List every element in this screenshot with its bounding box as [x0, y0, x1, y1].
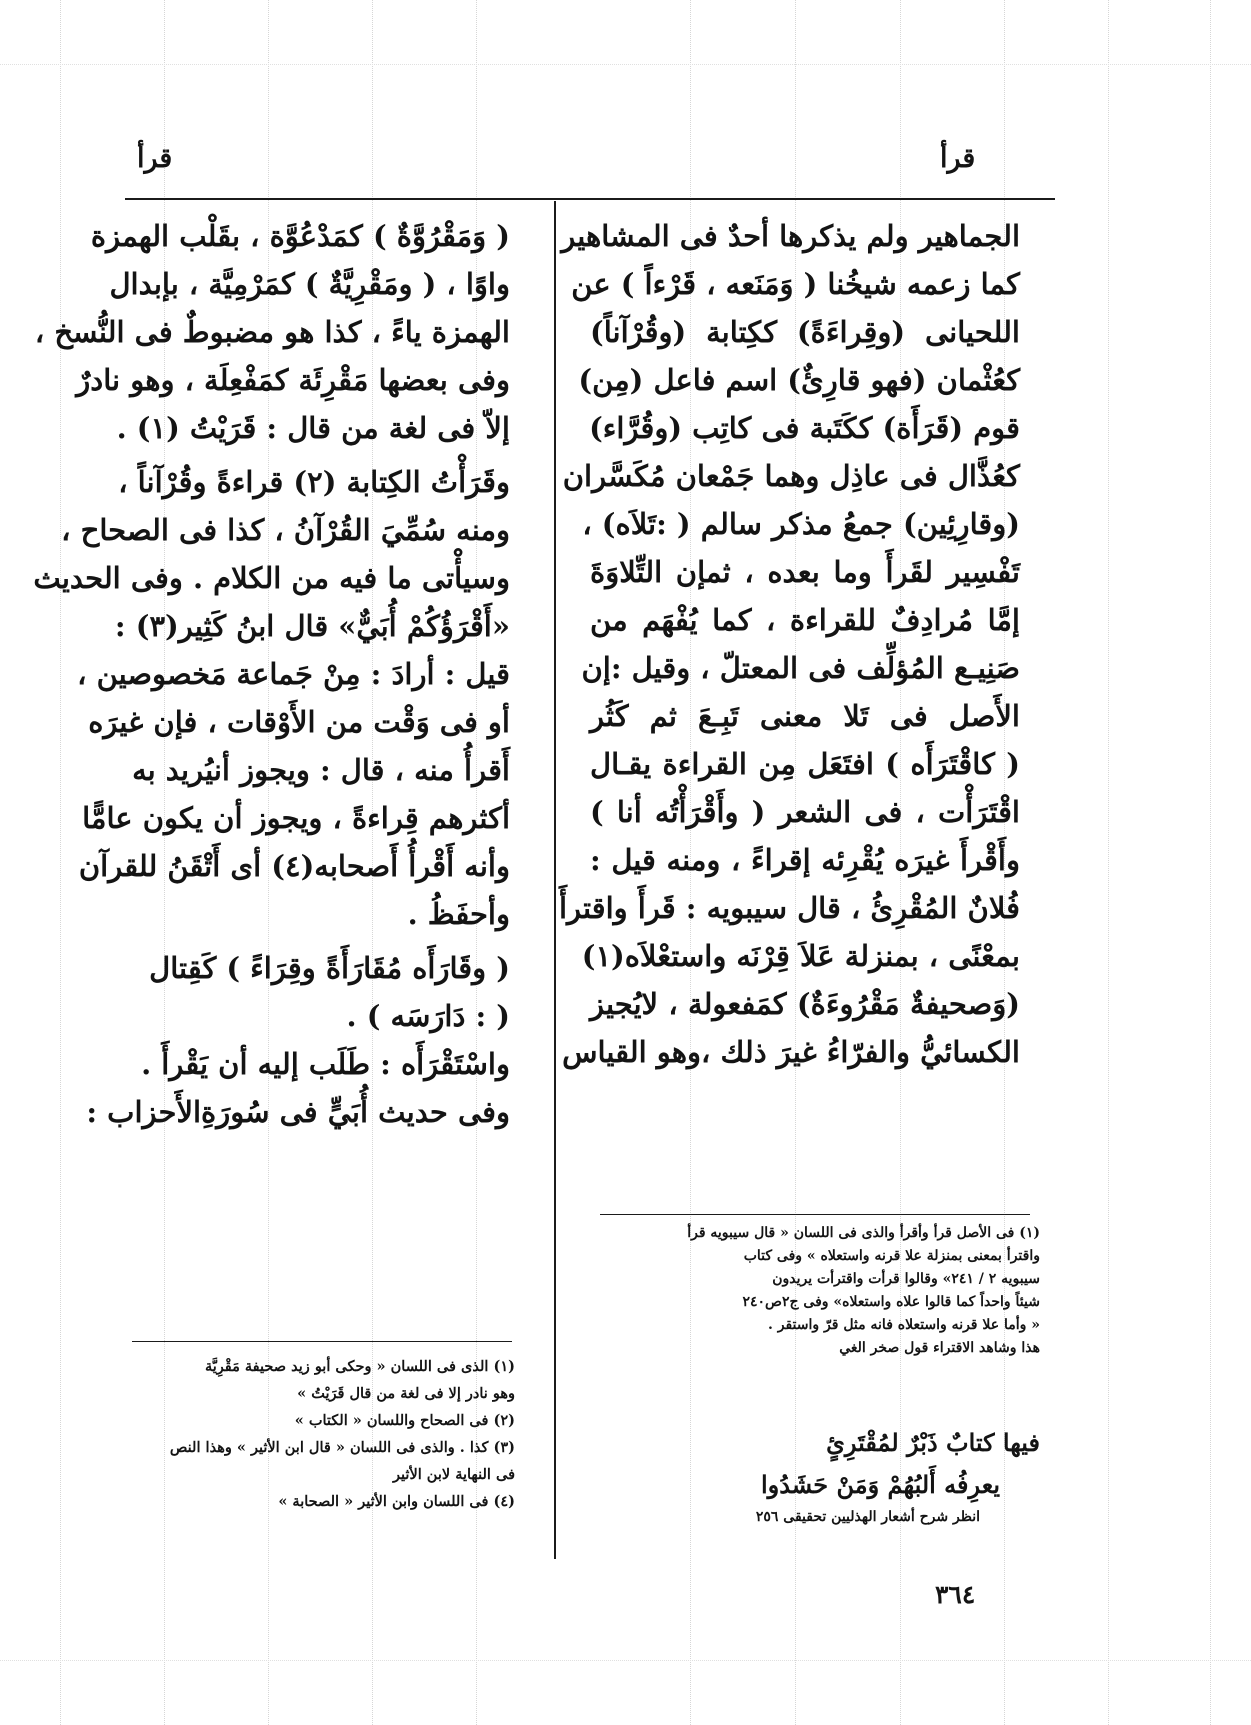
text-line: ( وَمَقْرُوَّةٌ ) كمَدْعُوَّة ، بقَلْب الهمزة	[90, 219, 510, 253]
footnote-rule	[600, 1214, 1030, 1215]
text-line: كما زعمه شيخُنا ( وَمَنَعه ، قَرْءاً ) عن	[571, 267, 1020, 301]
text-line: واوًا ، ( ومَقْرِيَّةٌ ) كمَرْمِيَّة ، بإبدال	[109, 267, 510, 301]
scan-dots	[0, 1660, 1251, 1661]
footnote-line: وهو نادر إلا فى لغة من قال قَرَيْتُ »	[297, 1385, 515, 1402]
text-line: الكسائيُّ والفرّاءُ غيرَ ذلك ،وهو القياس	[562, 1035, 1020, 1069]
text-line: وفى بعضها مَقْرِئَة كمَفْعِلَة ، وهو نادرٌ	[76, 363, 510, 397]
text-line: وأحفَظُ .	[407, 897, 510, 931]
footnote-line: فى النهاية لابن الأثير	[393, 1466, 515, 1483]
text-line: وسيأْتى ما فيه من الكلام . وفى الحديث	[33, 561, 510, 595]
text-line: وفى حديث أُبَيٍّ فى سُورَةِالأَحزاب :	[86, 1095, 510, 1129]
text-line: قوم (قَرَأَة) ككَتَبة فى كاتِب (وقُرَّاء)	[589, 411, 1020, 445]
verse-line-2: يعرِفُه أَلبُهُمْ وَمَنْ حَشَدُوا	[761, 1470, 1000, 1499]
footnote-rule	[132, 1341, 512, 1342]
page-number: ٣٦٤	[935, 1580, 976, 1609]
text-line: تَفْسِير لقَرأَ وما بعده ، ثمإن التِّلاوَةَ	[590, 555, 1020, 589]
text-line: ومنه سُمِّيَ القُرْآنُ ، كذا فى الصحاح ،	[61, 513, 510, 547]
text-line: فُلانٌ المُقْرِئُ ، قال سيبويه : قَرأَ واقترأَ	[558, 891, 1020, 925]
verse-line-1: فيها كتابٌ ذَبْرٌ لمُقْتَرِئٍ	[826, 1428, 1040, 1457]
header-right-word: قرأ	[940, 143, 976, 174]
text-line: الجماهير ولم يذكرها أحدٌ فى المشاهير	[561, 219, 1020, 253]
text-line: وأَقْرأَ غيرَه يُقْرِئه إقراءً ، ومنه قيل :	[590, 843, 1020, 877]
footnote-line: سيبويه ٢ / ٢٤١» وقالوا قرأت واقترأت يريدون	[772, 1271, 1040, 1287]
text-line: ( كاقْتَرَأَه ) افتَعَل مِن القراءة يقـال	[590, 747, 1020, 781]
left-footnotes	[135, 1353, 515, 1515]
text-line: الهمزة ياءً ، كذا هو مضبوطٌ فى النُّسخ ،	[34, 315, 510, 349]
footnote-line: « وأما علا قرنه واستعلاه فانه مثل قرّ واستقر .	[768, 1317, 1040, 1333]
text-line: ( : دَارَسَه ) .	[346, 999, 510, 1033]
footnote-line: (٢) فى الصحاح واللسان « الكتاب »	[294, 1412, 515, 1429]
text-line: كعُثْمان (فهو قارِئٌ) اسم فاعل (مِن)	[578, 363, 1020, 397]
scan-dots	[1108, 0, 1109, 1725]
text-line: قيل : أرادَ : مِنْ جَماعة مَخصوصين ،	[77, 657, 510, 691]
header-rule	[125, 198, 1055, 200]
footnote-line: شيئاً واحداً كما قالوا علاه واستعلاه» وفى ج٢ص٢٤٠	[742, 1294, 1040, 1310]
text-line: بمعْنًى ، بمنزلة عَلاَ قِرْنَه واستعْلاَه(١)	[581, 939, 1020, 973]
text-line: (وَصحيفةٌ مَقْرُوءَةٌ) كمَفعولة ، لايُجيز	[590, 987, 1020, 1021]
text-line: الأَصل فى تَلا معنى تَبِـعَ ثم كَثُر	[590, 699, 1020, 733]
text-line: كعُذَّال فى عاذِل وهما جَمْعان مُكَسَّران	[562, 459, 1020, 493]
verse-source: انظر شرح أشعار الهذليين تحقيقى ٢٥٦	[755, 1509, 980, 1525]
text-line: أَقرأُ منه ، قال : ويجوز أنيُريد به	[132, 753, 510, 787]
text-line: ( وقَارَأَه مُقَارَأَةً وقِرَاءً ) كَقِتال	[149, 951, 510, 985]
scan-dots	[0, 64, 1251, 65]
text-line: إلاّ فى لغة من قال : قَرَيْتُ (١) .	[116, 411, 510, 445]
text-line: (وقارِئِين) جمعُ مذكر سالم ( :تَلاَه) ،	[582, 507, 1020, 541]
footnote-line: (٣) كذا . والذى فى اللسان « قال ابن الأثير » وهذا النص	[169, 1439, 515, 1456]
right-footnotes	[600, 1222, 1040, 1360]
text-line: أكثرهم قِراءةً ، ويجوز أن يكون عامًّا	[82, 801, 510, 835]
text-line: اللحيانى (وقِراءَةً) ككِتابة (وقُرْآناً)	[590, 315, 1020, 349]
header-left-word: قرأ	[137, 143, 173, 174]
left-column	[33, 212, 510, 1136]
text-line: صَنِيـع المُؤلِّف فى المعتلّ ، وقيل :إن	[581, 651, 1020, 685]
footnote-line: واقترأ بمعنى بمنزلة علا قرنه واستعلاه » وفى كتاب	[743, 1248, 1040, 1264]
footnote-line: (١) الذى فى اللسان « وحكى أبو زيد صحيفة مَقْرِيَّة	[204, 1358, 515, 1375]
text-line: وقَرَأْتُ الكِتابة (٢) قراءةً وقُرْآناً ،	[118, 465, 510, 499]
right-column	[558, 212, 1020, 1076]
text-line: واسْتَقْرَأَه : طَلَب إليه أن يَقْرأَ .	[141, 1047, 510, 1081]
footnote-line: (١) فى الأصل قرأ وأقرأ والذى فى اللسان « قال سيبويه قرأ	[687, 1225, 1040, 1241]
text-line: «أَقْرَؤُكُمْ أُبَيٌّ» قال ابنُ كَثِير(٣) :	[114, 609, 510, 643]
footnote-line: (٤) فى اللسان وابن الأثير « الصحابة »	[278, 1493, 515, 1510]
text-line: أو فى وَقْت من الأَوْقات ، فإن غيرَه	[88, 705, 510, 739]
text-line: وأنه أَقْرأُ أَصحابه(٤) أى أَتْقَنُ للقرآن	[78, 849, 510, 883]
column-divider	[554, 201, 556, 1559]
text-line: اقْتَرَأْت ، فى الشعر ( وأَقْرَأْتُه أنا )	[590, 795, 1020, 829]
footnote-line: هذا وشاهد الاقتراء قول صخر الغي	[839, 1340, 1040, 1356]
scan-dots	[1210, 0, 1211, 1725]
text-line: إمَّا مُرادِفٌ للقراءة ، كما يُفْهَم من	[590, 603, 1020, 637]
scan-dots	[60, 0, 61, 1725]
